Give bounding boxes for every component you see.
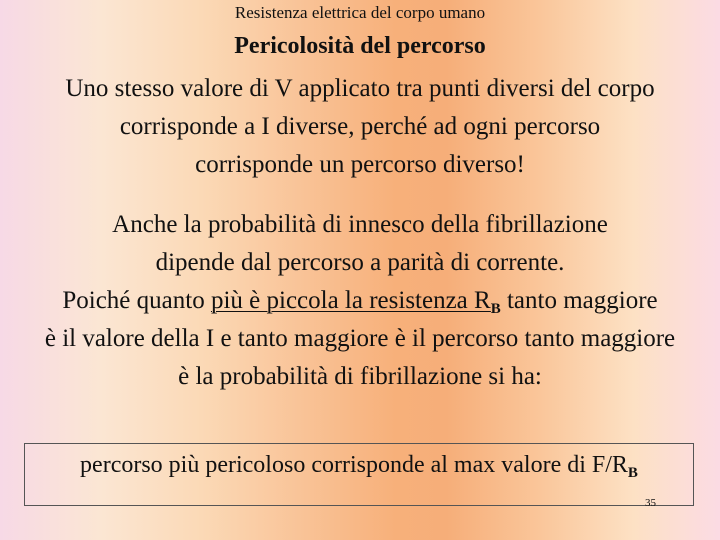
underlined-resistance-text — [210, 287, 501, 317]
paragraph-line: Anche la probabilità di innesco della fibrillazione — [112, 211, 608, 238]
text-segment: Poiché quanto — [62, 287, 211, 314]
slide-header: Resistenza elettrica del corpo umano — [234, 3, 486, 22]
paragraph-line: Uno stesso valore di V applicato tra punti diversi del corpo — [65, 75, 655, 102]
conclusion-box — [24, 443, 694, 506]
paragraph-path-current — [0, 70, 720, 184]
paragraph-line: corrisponde a I diverse, perché ad ogni percorso — [119, 113, 601, 140]
text-segment: percorso più pericoloso corrisponde al max valore di F/R — [80, 452, 628, 478]
paragraph-line: dipende dal percorso a parità di corrente. — [155, 249, 565, 276]
text-segment: tanto maggiore — [500, 287, 658, 314]
paragraph-fibrillation — [0, 206, 720, 396]
slide-number: 35 — [645, 497, 656, 509]
text-segment: più è piccola la resistenza R — [210, 287, 491, 314]
paragraph-line: è il valore della I e tanto maggiore è il percorso tanto maggiore — [44, 325, 676, 352]
paragraph-line: è la probabilità di fibrillazione si ha: — [178, 363, 542, 390]
paragraph-line-resistance — [0, 282, 720, 320]
paragraph-line: corrisponde un percorso diverso! — [195, 151, 525, 178]
conclusion-text — [25, 452, 693, 479]
subscript-b: B — [490, 301, 501, 317]
slide-title: Pericolosità del percorso — [234, 33, 486, 59]
subscript-b: B — [627, 465, 638, 481]
